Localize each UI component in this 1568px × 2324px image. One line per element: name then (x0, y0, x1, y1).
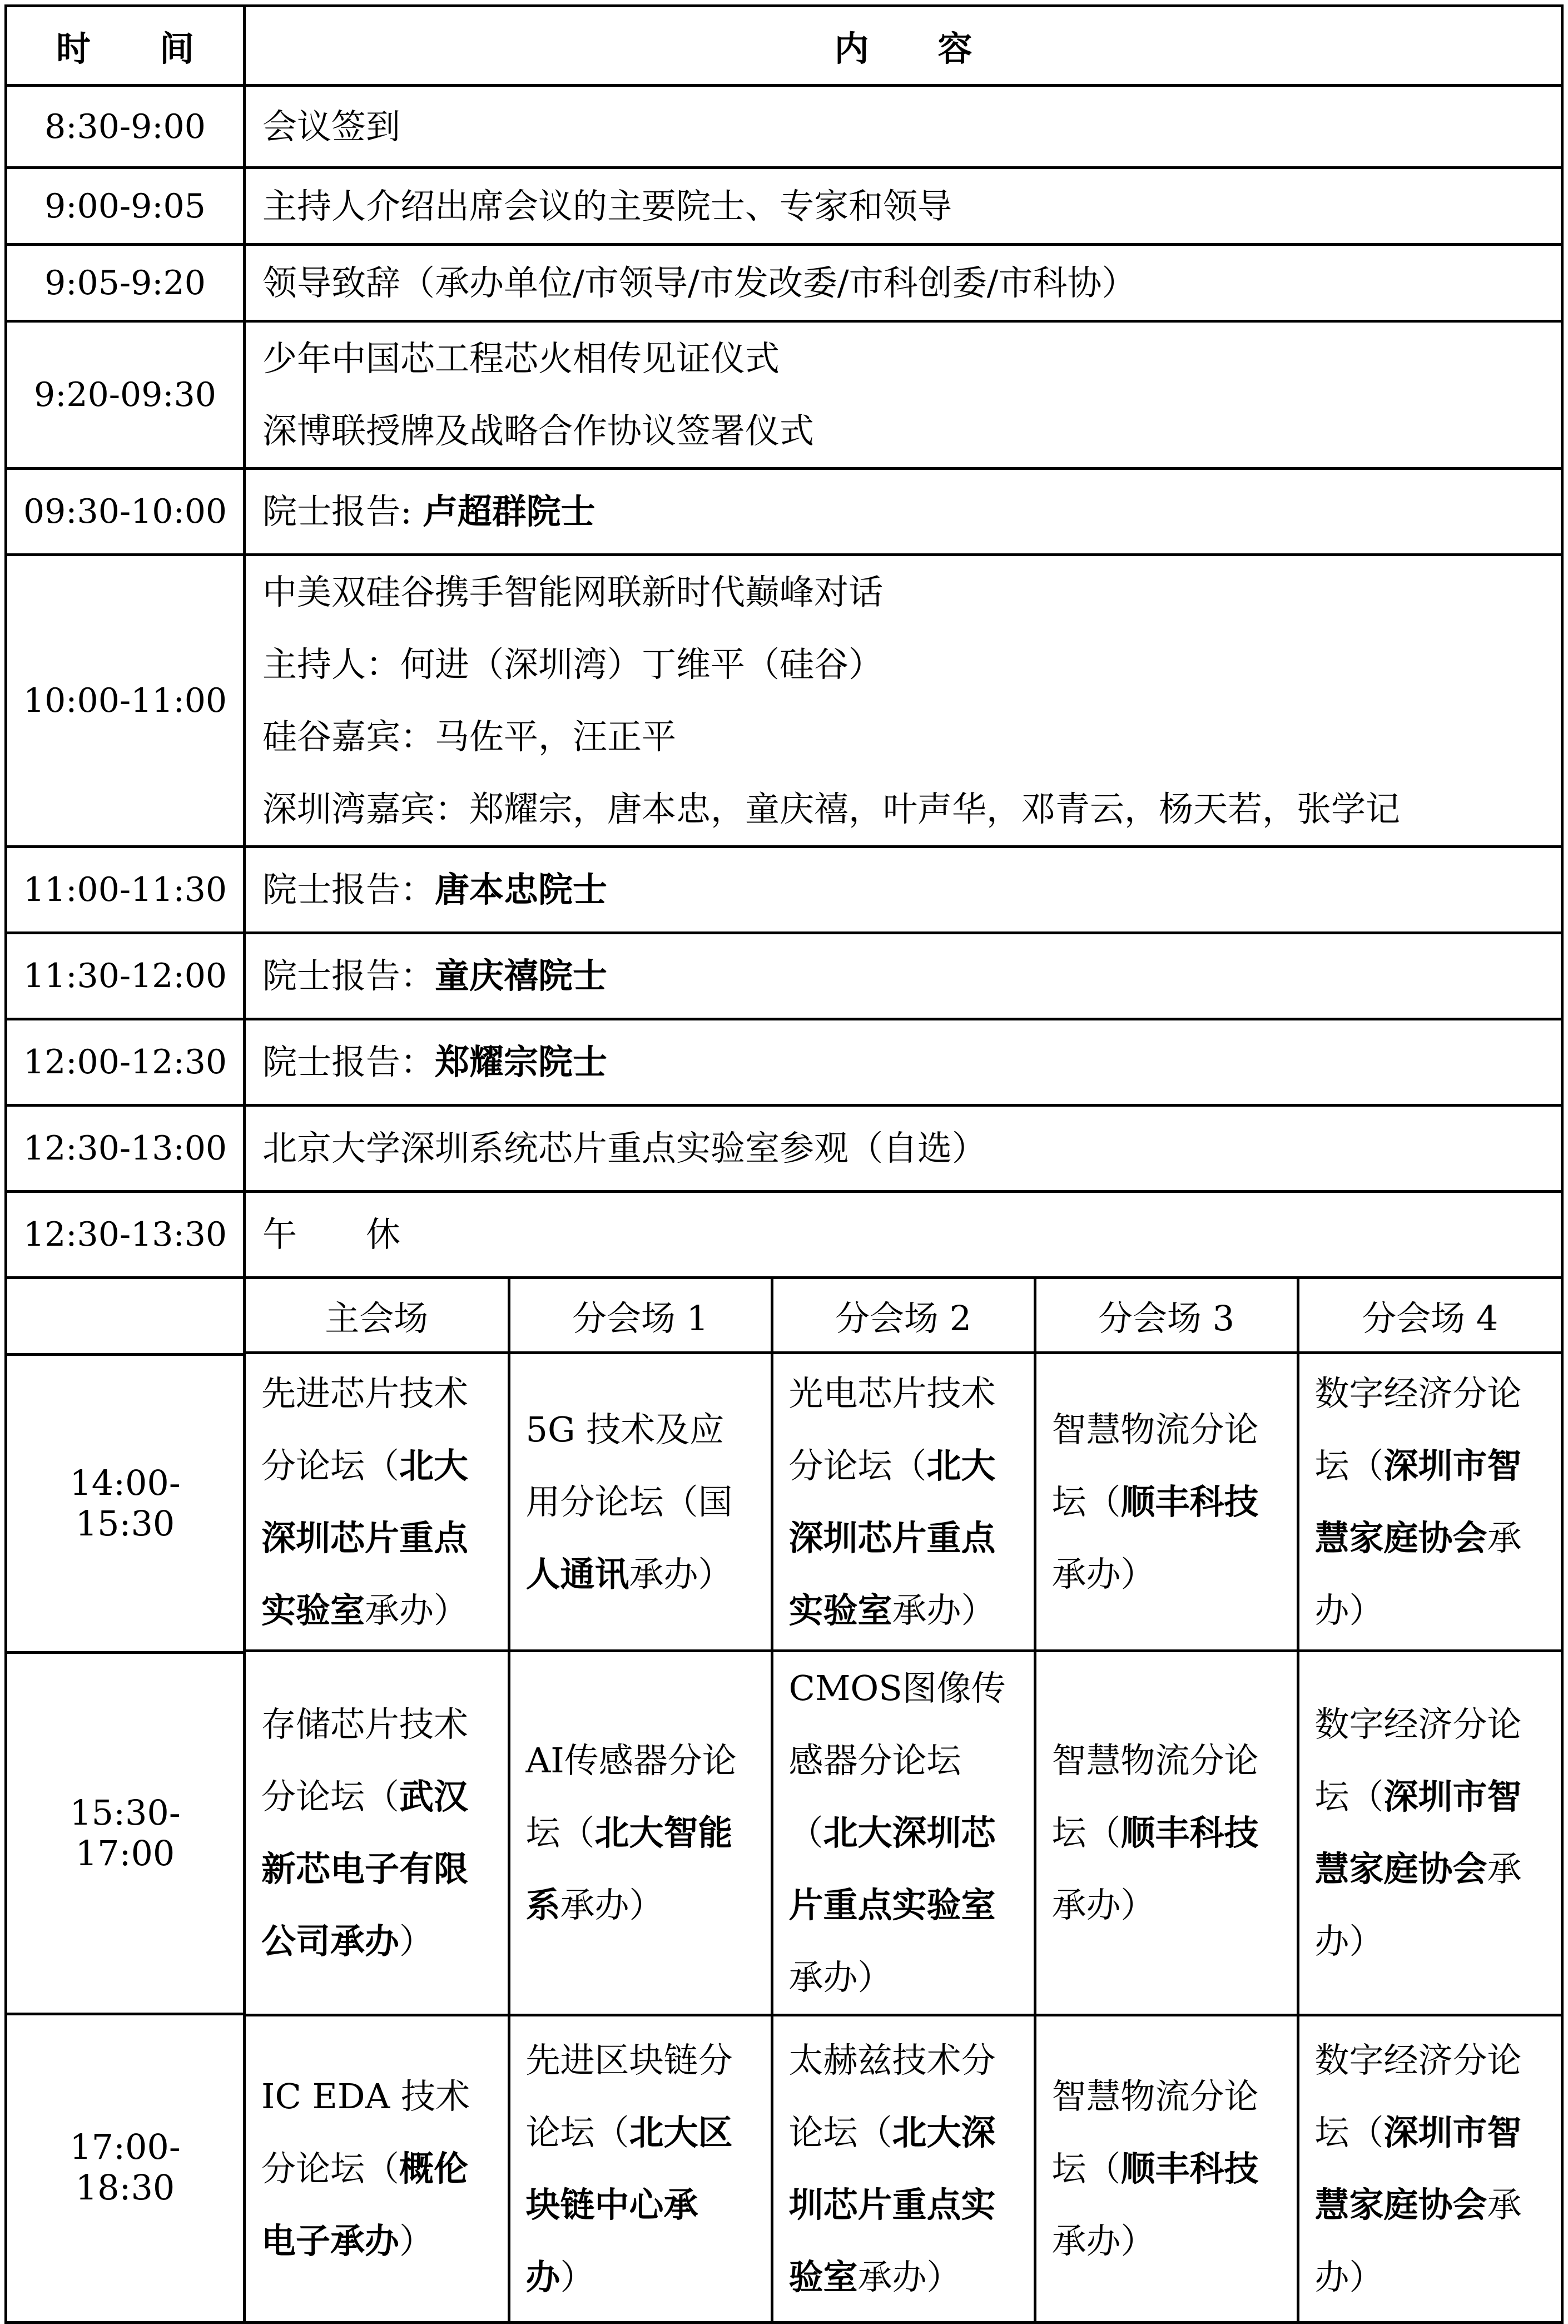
header-row (6, 6, 1562, 86)
content-label: 院士报告： (262, 1042, 435, 1082)
forum-cell: 智慧物流分论坛（顺丰科技承办） (1035, 1353, 1298, 1651)
content-line: 中美双硅谷携手智能网联新时代巅峰对话 (262, 572, 884, 612)
venue-header: 分会场 4 (1298, 1279, 1561, 1353)
content-label: 院士报告: (262, 491, 423, 532)
venue-header: 分会场 3 (1035, 1279, 1298, 1353)
forum-cell: 5G 技术及应用分论坛（国人通讯承办） (509, 1353, 772, 1651)
header-content: 内 容 (245, 6, 1562, 86)
session-time: 14:00-15:30 (7, 1354, 243, 1652)
forum-cell: 先进区块链分论坛（北大区块链中心承办） (509, 2015, 772, 2321)
venue-header: 分会场 2 (772, 1279, 1035, 1353)
content-text: 领导致辞（承办单位/市领导/市发改委/市科创委/市科协） (262, 262, 1137, 303)
venue-header: 分会场 1 (509, 1279, 772, 1353)
table-row (6, 1106, 1562, 1192)
venue-header-row (246, 1279, 1561, 1353)
speaker-name: 卢超群院士 (423, 491, 596, 532)
content-label: 院士报告： (262, 869, 435, 910)
forum-cell: 先进芯片技术分论坛（北大深圳芯片重点实验室承办） (246, 1353, 509, 1651)
content-line: 深圳湾嘉宾：郑耀宗，唐本忠，童庆禧，叶声华，邓青云，杨天若，张学记 (262, 789, 1401, 829)
session-times (7, 1281, 243, 2320)
sessions-cell (245, 1278, 1562, 2323)
session-time: 15:30-17:00 (7, 1652, 243, 2014)
forum-cell: IC EDA 技术分论坛（概伦电子承办） (246, 2015, 509, 2321)
sessions-grid (246, 1279, 1561, 2321)
table-row (6, 469, 1562, 555)
table-row (6, 86, 1562, 168)
table-row (6, 555, 1562, 847)
time-cell: 09:30-10:00 (6, 469, 245, 555)
session-times-cell (6, 1278, 245, 2323)
time-cell: 8:30-9:00 (6, 86, 245, 168)
speaker-name: 唐本忠院士 (435, 869, 608, 910)
time-cell: 9:20-09:30 (6, 321, 245, 469)
content-text: 北京大学深圳系统芯片重点实验室参观（自选） (262, 1128, 987, 1168)
session-time: 17:00-18:30 (7, 2014, 243, 2320)
content-cell (245, 321, 1562, 469)
content-cell (245, 933, 1562, 1019)
table-row (6, 1192, 1562, 1278)
table-row (6, 933, 1562, 1019)
table-row (6, 1019, 1562, 1106)
content-cell (245, 168, 1562, 245)
time-cell: 12:00-12:30 (6, 1019, 245, 1106)
forum-cell: 数字经济分论坛（深圳市智慧家庭协会承办） (1298, 2015, 1561, 2321)
forum-cell: 智慧物流分论坛（顺丰科技承办） (1035, 2015, 1298, 2321)
header-time: 时 间 (6, 6, 245, 86)
content-cell (245, 1192, 1562, 1278)
content-line: 深博联授牌及战略合作协议签署仪式 (262, 410, 815, 451)
time-cell: 11:30-12:00 (6, 933, 245, 1019)
table-row (6, 847, 1562, 933)
forum-cell: AI传感器分论坛（北大智能系承办） (509, 1651, 772, 2015)
table-row (6, 168, 1562, 245)
time-cell: 12:30-13:30 (6, 1192, 245, 1278)
content-text: 会议签到 (262, 106, 401, 147)
forum-cell: 存储芯片技术分论坛（武汉新芯电子有限公司承办） (246, 1651, 509, 2015)
content-text: 主持人介绍出席会议的主要院士、专家和领导 (262, 185, 952, 226)
forum-cell: 太赫兹技术分论坛（北大深圳芯片重点实验室承办） (772, 2015, 1035, 2321)
speaker-name: 童庆禧院士 (435, 955, 608, 996)
content-cell (245, 847, 1562, 933)
session-row (246, 2015, 1561, 2321)
time-cell: 11:00-11:30 (6, 847, 245, 933)
table-row (6, 321, 1562, 469)
forum-cell: 光电芯片技术分论坛（北大深圳芯片重点实验室承办） (772, 1353, 1035, 1651)
content-cell (245, 245, 1562, 321)
agenda-table (4, 4, 1564, 2324)
sessions-row (6, 1278, 1562, 2323)
content-line: 主持人：何进（深圳湾）丁维平（硅谷） (262, 644, 884, 685)
forum-cell: 数字经济分论坛（深圳市智慧家庭协会承办） (1298, 1353, 1561, 1651)
venue-header: 主会场 (246, 1279, 509, 1353)
content-label: 院士报告： (262, 955, 435, 996)
content-cell (245, 555, 1562, 847)
table-row (6, 245, 1562, 321)
time-cell: 9:05-9:20 (6, 245, 245, 321)
content-cell (245, 469, 1562, 555)
session-row (246, 1651, 1561, 2015)
content-cell (245, 1019, 1562, 1106)
time-cell: 10:00-11:00 (6, 555, 245, 847)
forum-cell: 智慧物流分论坛（顺丰科技承办） (1035, 1651, 1298, 2015)
content-cell (245, 86, 1562, 168)
forum-cell: CMOS图像传感器分论坛（北大深圳芯片重点实验室承办） (772, 1651, 1035, 2015)
session-row (246, 1353, 1561, 1651)
content-text: 午 休 (262, 1214, 401, 1255)
speaker-name: 郑耀宗院士 (435, 1042, 608, 1082)
time-cell: 9:00-9:05 (6, 168, 245, 245)
content-line: 硅谷嘉宾：马佐平，汪正平 (262, 716, 677, 757)
content-cell (245, 1106, 1562, 1192)
forum-cell: 数字经济分论坛（深圳市智慧家庭协会承办） (1298, 1651, 1561, 2015)
content-line: 少年中国芯工程芯火相传见证仪式 (262, 338, 780, 379)
time-cell: 12:30-13:00 (6, 1106, 245, 1192)
